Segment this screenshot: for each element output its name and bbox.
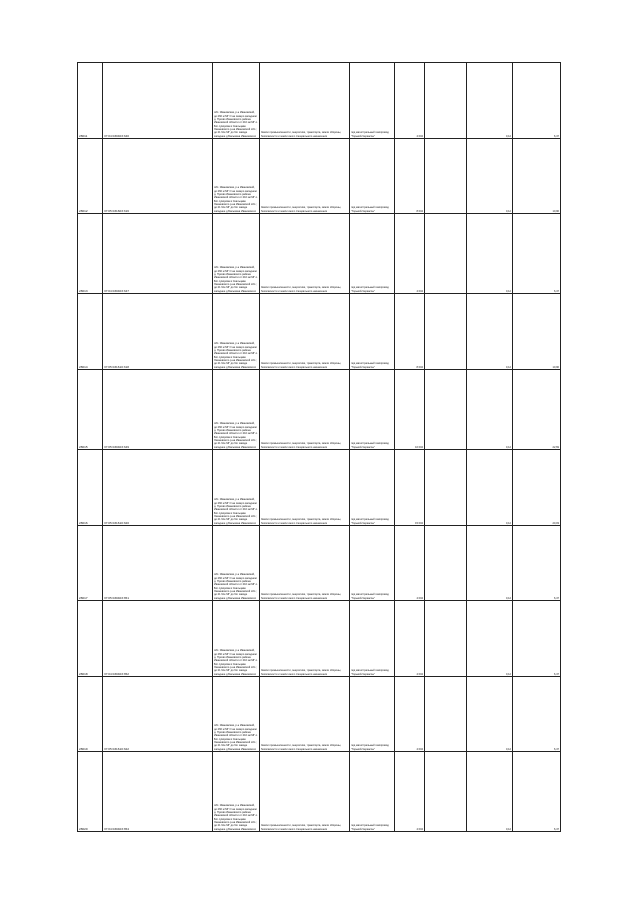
cell-empty	[425, 63, 467, 139]
cell-value: 0,12	[467, 214, 513, 294]
table-row	[78, 677, 561, 752]
cell-address: обл. Ивановская, р-н Ивановский, до 260 м МГ О на северо западном д. Пуково Ивановского района Ивановской области от 210 км МГ о. Бог суворова в Скальцаве Лежневского р-на Ивановской обл.; до 21 бле МГ до бог заводе западнее д Балыкина Ивановского	[213, 139, 260, 214]
cell-id: 28019	[78, 677, 103, 752]
cell-kad: 37:05:031603:316	[103, 139, 213, 214]
cell-address: обл. Ивановская, р-н Ивановский, до 260 м МГ О на северо западном д. Пуково Ивановского района Ивановской области от 210 км МГ о. Бог суворова в Скальцаве Лежневского р-на Ивановской обл.; до 21 бле МГ до бог заводе западнее д Балыкина Ивановского	[213, 752, 260, 832]
cell-area: 15 004	[395, 450, 425, 526]
land-plots-table	[77, 62, 561, 832]
cell-area: 4 004	[395, 677, 425, 752]
cell-use: под магистральный газопровод "Горький-Черкассы"	[350, 63, 395, 139]
cell-area: 8 004	[395, 294, 425, 370]
cell-category: Земли промышленности, энергетики, транспорта, земли обороны, безопасности и земли иного специального назначения	[260, 450, 350, 526]
cell-total: 6,47	[513, 752, 561, 832]
cell-kad: 37:05:030403:349	[103, 370, 213, 450]
cell-value: 0,12	[467, 294, 513, 370]
table-body	[78, 63, 561, 832]
cell-kad: 37:05:031610:320	[103, 450, 213, 526]
cell-use: под магистральный газопровод "Горький-Черкассы"	[350, 294, 395, 370]
cell-empty	[425, 752, 467, 832]
cell-area: 4 004	[395, 526, 425, 601]
cell-kad: 37:04:030403:347	[103, 214, 213, 294]
cell-value: 0,12	[467, 370, 513, 450]
cell-value: 0,12	[467, 526, 513, 601]
cell-id: 28018	[78, 601, 103, 677]
cell-id: 28016	[78, 450, 103, 526]
cell-empty	[425, 526, 467, 601]
cell-value: 0,12	[467, 63, 513, 139]
cell-area: 8 004	[395, 139, 425, 214]
cell-category: Земли промышленности, энергетики, транспорта, земли обороны, безопасности и земли иного специального назначения	[260, 139, 350, 214]
cell-use: под магистральный газопровод "Горький-Черкассы"	[350, 526, 395, 601]
cell-total: 6,47	[513, 63, 561, 139]
cell-value: 0,12	[467, 601, 513, 677]
cell-total: 10,96	[513, 139, 561, 214]
cell-id: 28015	[78, 370, 103, 450]
cell-category: Земли промышленности, энергетики, транспорта, земли обороны, безопасности и земли иного специального назначения	[260, 752, 350, 832]
cell-category: Земли промышленности, энергетики, транспорта, земли обороны, безопасности и земли иного специального назначения	[260, 526, 350, 601]
cell-kad: 37:04:030403:340	[103, 63, 213, 139]
cell-address: обл. Ивановская, р-н Ивановский, до 260 м МГ О на северо западном д. Пуково Ивановского района Ивановской области от 210 км МГ о. Бог суворова в Скальцаве Лежневского р-на Ивановской обл.; до 21 бле МГ до бог заводе западнее д Балыкина Ивановского	[213, 294, 260, 370]
cell-empty	[425, 139, 467, 214]
cell-category: Земли промышленности, энергетики, транспорта, земли обороны, безопасности и земли иного специального назначения	[260, 677, 350, 752]
cell-address: обл. Ивановская, р-н Ивановский, до 260 м МГ О на северо западном д. Пуково Ивановского района Ивановской области от 210 км МГ о. Бог суворова в Скальцаве Лежневского р-на Ивановской обл.; до 21 бле МГ до бог заводе западнее д Балыкина Ивановского	[213, 450, 260, 526]
cell-id: 28012	[78, 139, 103, 214]
cell-total: 6,47	[513, 526, 561, 601]
cell-value: 0,12	[467, 752, 513, 832]
cell-use: под магистральный газопровод "Горький-Черкассы"	[350, 677, 395, 752]
cell-id: 28013	[78, 214, 103, 294]
table-row	[78, 214, 561, 294]
cell-use: под магистральный газопровод "Горький-Черкассы"	[350, 752, 395, 832]
table-row	[78, 294, 561, 370]
cell-empty	[425, 450, 467, 526]
cell-category: Земли промышленности, энергетики, транспорта, земли обороны, безопасности и земли иного специального назначения	[260, 294, 350, 370]
cell-area: 4 004	[395, 601, 425, 677]
cell-area: 4 004	[395, 63, 425, 139]
cell-use: под магистральный газопровод "Горький-Черкассы"	[350, 214, 395, 294]
cell-area: 16 004	[395, 370, 425, 450]
cell-total: 6,47	[513, 601, 561, 677]
cell-use: под магистральный газопровод "Горький-Черкассы"	[350, 601, 395, 677]
cell-area: 4 004	[395, 752, 425, 832]
cell-value: 0,12	[467, 677, 513, 752]
cell-empty	[425, 677, 467, 752]
cell-empty	[425, 214, 467, 294]
cell-total: 10,96	[513, 294, 561, 370]
cell-use: под магистральный газопровод "Горький-Черкассы"	[350, 370, 395, 450]
cell-address: обл. Ивановская, р-н Ивановский, до 260 м МГ О на северо западном д. Пуково Ивановского района Ивановской области от 210 км МГ о. Бог суворова в Скальцаве Лежневского р-на Ивановской обл.; до 21 бле МГ до бог заводе западнее д Балыкина Ивановского	[213, 677, 260, 752]
cell-value: 0,12	[467, 139, 513, 214]
cell-id: 28020	[78, 752, 103, 832]
cell-use: под магистральный газопровод "Горький-Черкассы"	[350, 450, 395, 526]
document-page	[77, 62, 560, 831]
cell-kad: 37:04:030403:352	[103, 601, 213, 677]
cell-kad: 37:05:030403:351	[103, 526, 213, 601]
table-row	[78, 139, 561, 214]
cell-value: 0,12	[467, 450, 513, 526]
cell-address: обл. Ивановская, р-н Ивановский, до 260 м МГ О на северо западном д. Пуково Ивановского района Ивановской области от 210 км МГ о. Бог суворова в Скальцаве Лежневского р-на Ивановской обл.; до 21 бле МГ до бог заводе западнее д Балыкина Ивановского	[213, 63, 260, 139]
table-row	[78, 752, 561, 832]
cell-total: 6,47	[513, 677, 561, 752]
cell-empty	[425, 370, 467, 450]
cell-total: 20,03	[513, 450, 561, 526]
cell-kad: 37:05:031610:318	[103, 294, 213, 370]
cell-category: Земли промышленности, энергетики, транспорта, земли обороны, безопасности и земли иного специального назначения	[260, 63, 350, 139]
table-row	[78, 63, 561, 139]
cell-address: обл. Ивановская, р-н Ивановский, до 260 м МГ О на северо западном д. Пуково Ивановского района Ивановской области от 210 км МГ о. Бог суворова в Скальцаве Лежневского р-на Ивановской обл.; до 21 бле МГ до бог заводе западнее д Балыкина Ивановского	[213, 370, 260, 450]
cell-category: Земли промышленности, энергетики, транспорта, земли обороны, безопасности и земли иного специального назначения	[260, 370, 350, 450]
cell-category: Земли промышленности, энергетики, транспорта, земли обороны, безопасности и земли иного специального назначения	[260, 601, 350, 677]
cell-empty	[425, 601, 467, 677]
table-row	[78, 526, 561, 601]
cell-use: под магистральный газопровод "Горький-Черкассы"	[350, 139, 395, 214]
cell-address: обл. Ивановская, р-н Ивановский, до 260 м МГ О на северо западном д. Пуково Ивановского района Ивановской области от 210 км МГ о. Бог суворова в Скальцаве Лежневского р-на Ивановской обл.; до 21 бле МГ до бог заводе западнее д Балыкина Ивановского	[213, 601, 260, 677]
cell-total: 22,69	[513, 370, 561, 450]
cell-address: обл. Ивановская, р-н Ивановский, до 260 м МГ О на северо западном д. Пуково Ивановского района Ивановской области от 210 км МГ о. Бог суворова в Скальцаве Лежневского р-на Ивановской обл.; до 21 бле МГ до бог заводе западнее д Балыкина Ивановского	[213, 526, 260, 601]
cell-area: 4 004	[395, 214, 425, 294]
cell-empty	[425, 294, 467, 370]
cell-id: 28014	[78, 294, 103, 370]
table-row	[78, 370, 561, 450]
cell-address: обл. Ивановская, р-н Ивановский, до 260 м МГ О на северо западном д. Пуково Ивановского района Ивановской области от 210 км МГ о. Бог суворова в Скальцаве Лежневского р-на Ивановской обл.; до 21 бле МГ до бог заводе западнее д Балыкина Ивановского	[213, 214, 260, 294]
table-row	[78, 601, 561, 677]
cell-id: 28011	[78, 63, 103, 139]
cell-kad: 37:04:030403:354	[103, 752, 213, 832]
table-row	[78, 450, 561, 526]
cell-kad: 37:05:031610:322	[103, 677, 213, 752]
cell-id: 28017	[78, 526, 103, 601]
cell-category: Земли промышленности, энергетики, транспорта, земли обороны, безопасности и земли иного специального назначения	[260, 214, 350, 294]
cell-total: 6,47	[513, 214, 561, 294]
